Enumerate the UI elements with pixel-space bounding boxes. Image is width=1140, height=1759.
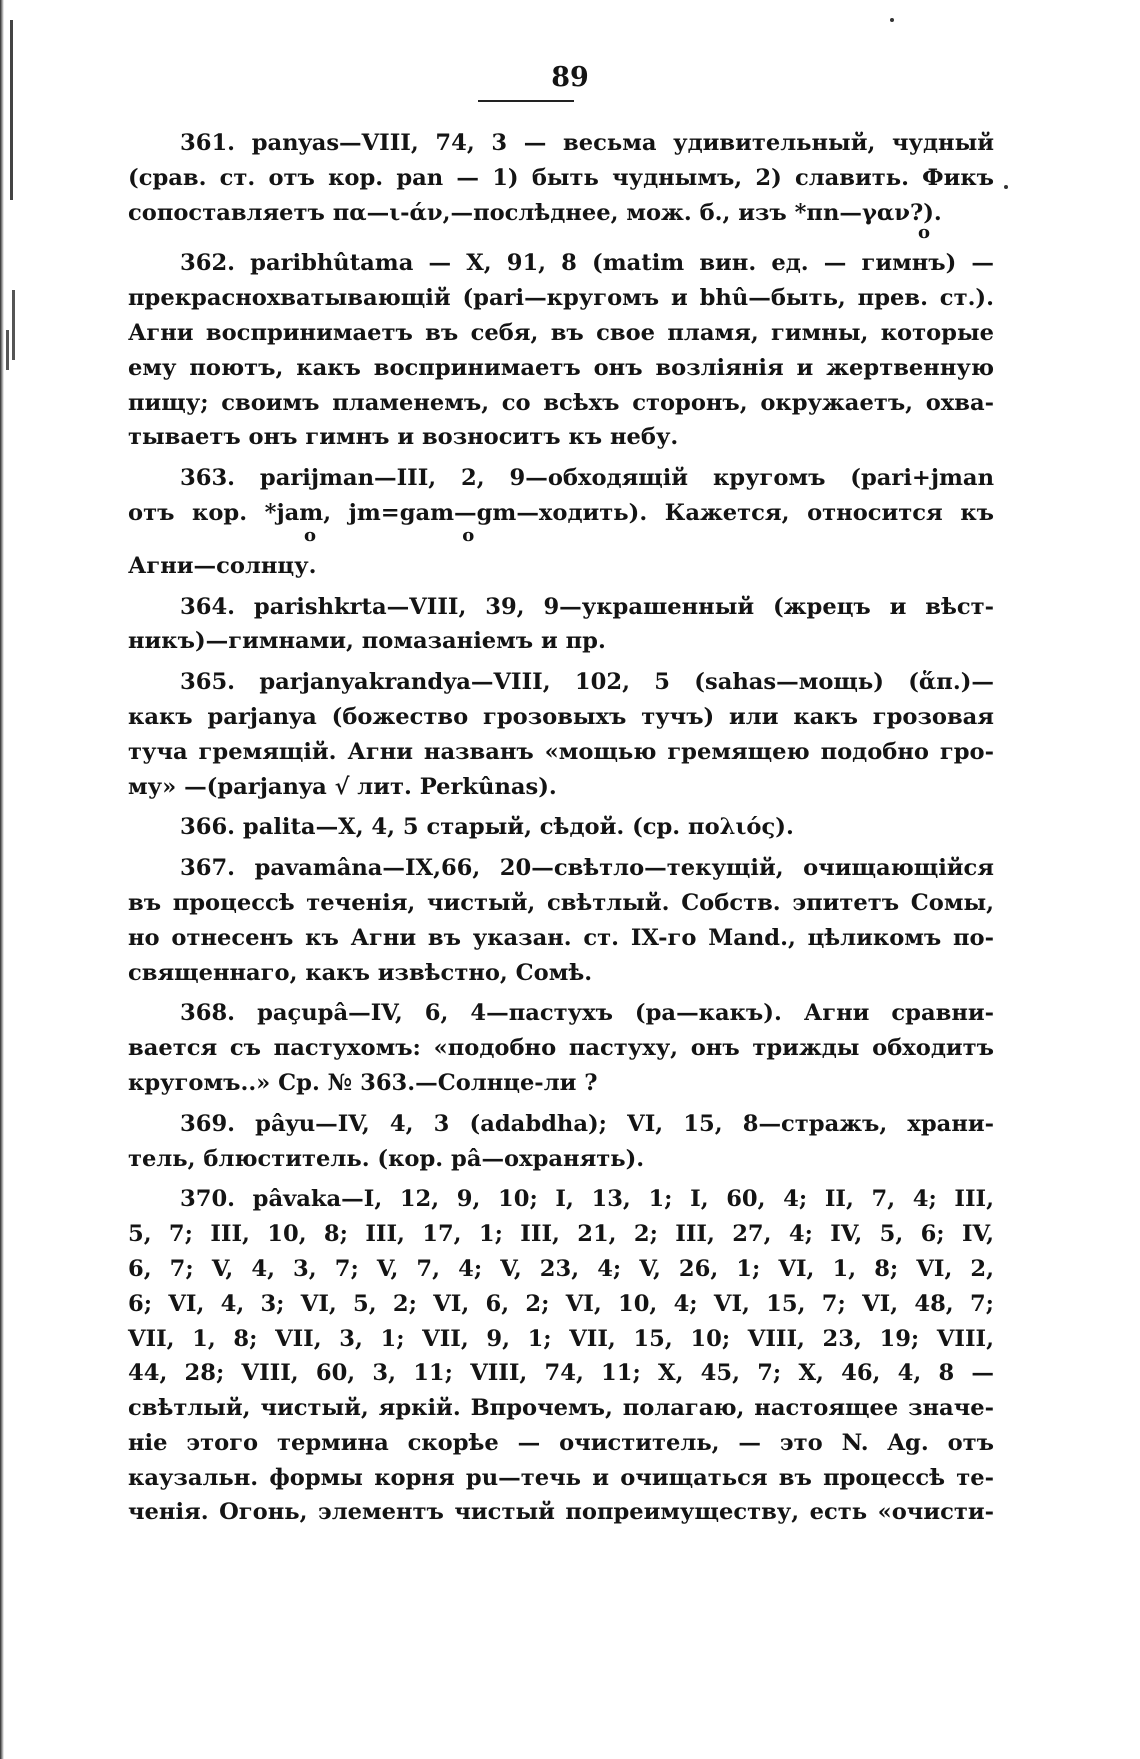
marker-text: o: [918, 222, 931, 244]
text-line: VII, 1, 8; VII, 3, 1; VII, 9, 1; VII, 15, 10; VIII, 23, 19; VIII,: [128, 1325, 994, 1352]
text-line: (срав. ст. отъ кор. pan — 1) быть чуднымъ, 2) славить. Фикъ: [128, 164, 994, 191]
text-line: туча гремящій. Агни названъ «мощью гремящею подобно гро-: [128, 738, 994, 765]
scan-edge-mark: [6, 330, 9, 370]
text-line: пищу; своимъ пламенемъ, со всѣхъ сторонъ, окружаетъ, охва-: [128, 389, 994, 416]
entry-364: [128, 590, 994, 660]
scan-speck: [890, 18, 894, 22]
entry-365: [128, 665, 994, 804]
entry-361: [128, 126, 994, 230]
text-line: 367. pavamâna—IX,66, 20—свѣтло—текущій, очищающійся: [180, 855, 994, 882]
text-line: 44, 28; VIII, 60, 3, 11; VIII, 74, 11; X, 45, 7; X, 46, 4, 8 —: [128, 1360, 994, 1387]
text-line: 363. parijman—III, 2, 9—обходящій кругомъ (pari+jman: [180, 465, 994, 492]
page-left-edge: [0, 0, 4, 1759]
text-line: ніе этого термина скорѣе — очиститель, — это N. Ag. отъ: [128, 1429, 994, 1456]
text-line: 365. parjanyakrandya—VIII, 102, 5 (sahas—мощь) (ἅπ.)—: [180, 669, 994, 696]
entry-367: [128, 851, 994, 990]
text-line: въ процессѣ теченія, чистый, свѣтлый. Собств. эпитетъ Сомы,: [128, 889, 994, 916]
text-line: свѣтлый, чистый, яркій. Впрочемъ, полагаю, настоящее значе-: [128, 1395, 994, 1422]
text-line: 364. parishkrta—VIII, 39, 9—украшенный (жрецъ и вѣст-: [180, 593, 994, 620]
text-line: никъ)—гимнами, помазаніемъ и пр.: [128, 628, 606, 655]
text-line: какъ parjanya (божество грозовыхъ тучъ) или какъ грозовая: [128, 703, 994, 730]
entry-370: [128, 1182, 994, 1530]
text-line: 369. pâyu—IV, 4, 3 (adabdha); VI, 15, 8—стражъ, храни-: [180, 1110, 994, 1137]
scan-edge-line: [10, 20, 13, 200]
entry-368: [128, 996, 994, 1100]
scan-speck: [1004, 185, 1008, 189]
subscript-marker: [128, 222, 994, 246]
page-number: 89: [551, 62, 589, 93]
text-line: 6, 7; V, 4, 3, 7; V, 7, 4; V, 23, 4; V, 26, 1; VI, 1, 8; VI, 2,: [128, 1255, 994, 1282]
text-line: кругомъ..» Ср. № 363.—Солнце-ли ?: [128, 1069, 598, 1096]
scan-edge-mark: [12, 290, 15, 360]
text-line: сопоставляетъ πα—ι-άν,—послѣднее, мож. б., изъ *πn—γαν?).: [128, 199, 942, 226]
text-line: му» —(parjanya √ лит. Perkûnas).: [128, 773, 557, 800]
text-line: тель, блюститель. (кор. pâ—охранять).: [128, 1145, 645, 1172]
text-line: отъ кор. *jam, jm=gam—gm—ходить). Кажется, относится къ: [128, 499, 994, 526]
text-line: 366. palita—X, 4, 5 старый, сѣдой. (ср. πολιός).: [180, 814, 794, 841]
text-line: но отнесенъ къ Агни въ указан. ст. IX-го Mand., цѣликомъ по-: [128, 924, 994, 951]
text-line: ему поютъ, какъ воспринимаетъ онъ возліянія и жертвенную: [128, 354, 994, 381]
page-number-rule: [478, 100, 574, 102]
text-line: каузальн. формы корня pu—течь и очищаться въ процессѣ те-: [128, 1464, 994, 1491]
text-line: тываетъ онъ гимнъ и возноситъ къ небу.: [128, 424, 679, 451]
text-line: вается съ пастухомъ: «подобно пастуху, онъ трижды обходитъ: [128, 1035, 994, 1062]
text-line: 5, 7; III, 10, 8; III, 17, 1; III, 21, 2; III, 27, 4; IV, 5, 6; IV,: [128, 1221, 994, 1248]
page-body: [128, 126, 994, 1536]
text-line: 368. paçupâ—IV, 6, 4—пастухъ (pa—какъ). Агни сравни-: [180, 1000, 994, 1027]
entry-362: [128, 222, 994, 455]
subscript-marker: [128, 524, 994, 549]
text-line: Агни—солнцу.: [128, 552, 317, 579]
text-line: 361. panyas—VIII, 74, 3 — весьма удивительный, чудный: [180, 130, 994, 156]
entry-369: [128, 1107, 994, 1177]
text-line: 370. pâvaka—I, 12, 9, 10; I, 13, 1; I, 60, 4; II, 7, 4; III,: [180, 1186, 994, 1213]
entry-366: [128, 810, 994, 845]
text-line: священнаго, какъ извѣстно, Сомѣ.: [128, 959, 593, 986]
text-line: ченія. Огонь, элементъ чистый попреимуществу, есть «очисти-: [128, 1499, 994, 1526]
marker-text: o o: [304, 524, 475, 546]
text-line: прекраснохватывающій (pari—кругомъ и bhû—быть, прев. ст.).: [128, 285, 994, 312]
entry-363: [128, 461, 994, 583]
text-line: 362. paribhûtama — X, 91, 8 (matim вин. ед. — гимнъ) —: [180, 250, 994, 277]
text-line: Агни воспринимаетъ въ себя, въ свое пламя, гимны, которые: [128, 319, 994, 346]
text-line: 6; VI, 4, 3; VI, 5, 2; VI, 6, 2; VI, 10, 4; VI, 15, 7; VI, 48, 7;: [128, 1290, 994, 1317]
